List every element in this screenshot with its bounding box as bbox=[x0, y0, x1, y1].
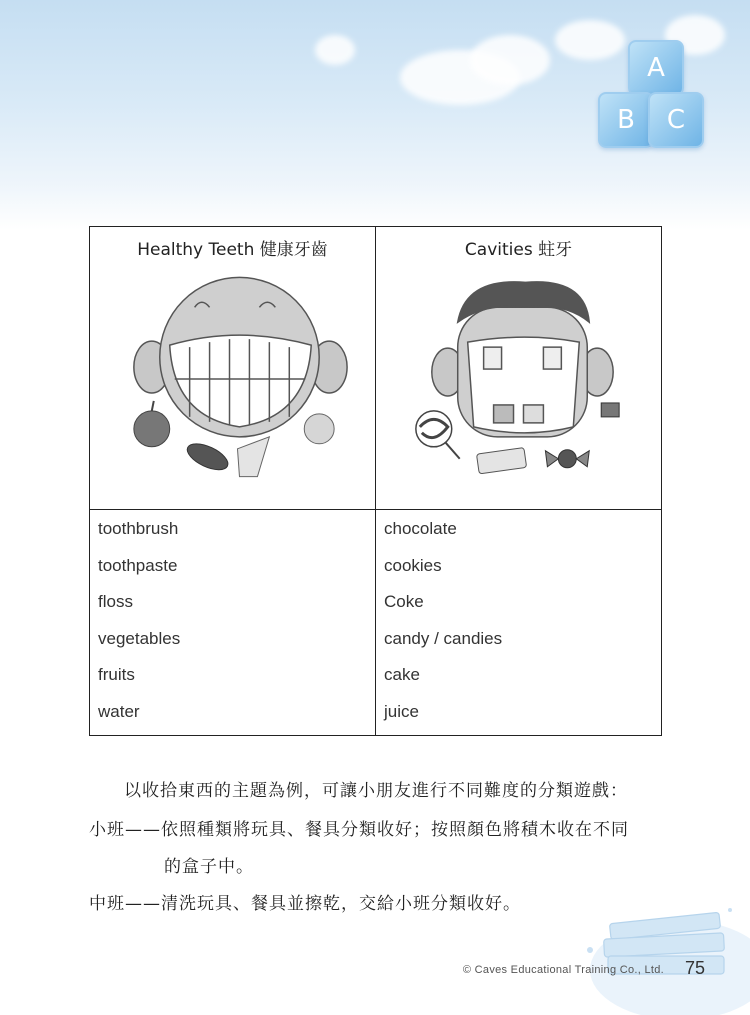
list-item: toothbrush bbox=[98, 519, 179, 538]
cavities-header-cell bbox=[376, 227, 662, 510]
cookie-icon bbox=[476, 448, 526, 474]
list-item: cookies bbox=[384, 555, 442, 575]
block-a: A bbox=[628, 40, 684, 96]
lollipop-icon bbox=[416, 411, 460, 459]
chocolate-icon bbox=[601, 403, 619, 417]
list-item: candy / candies bbox=[384, 628, 503, 648]
body-paragraph-line: 中班——清洗玩具、餐具並擦乾，交給小班分類收好。 bbox=[89, 894, 521, 914]
list-item: water bbox=[98, 701, 140, 721]
list-item: Coke bbox=[384, 592, 424, 611]
block-b: B bbox=[598, 92, 654, 148]
body-paragraph-line: 以收拾東西的主題為例，可讓小朋友進行不同難度的分類遊戲： bbox=[124, 781, 628, 801]
abc-blocks-illustration bbox=[590, 30, 720, 150]
list-item: fruits bbox=[98, 665, 135, 684]
healthy-teeth-header-cell bbox=[90, 227, 376, 510]
cavities-illustration bbox=[376, 267, 661, 507]
books-illustration bbox=[560, 880, 750, 1015]
list-item: toothpaste bbox=[98, 555, 178, 575]
list-item: juice bbox=[384, 701, 419, 721]
cavities-items-cell bbox=[376, 510, 662, 736]
body-paragraph-line: 的盒子中。 bbox=[164, 857, 254, 877]
teeth-comparison-table bbox=[89, 226, 662, 736]
healthy-teeth-title: Healthy Teeth 健康牙齒 bbox=[137, 240, 328, 260]
apple-icon bbox=[134, 401, 170, 447]
eggplant-icon bbox=[184, 438, 232, 475]
body-paragraph-line: 小班——依照種類將玩具、餐具分類收好；按照顏色將積木收在不同 bbox=[89, 820, 629, 840]
block-c: C bbox=[648, 92, 704, 148]
copyright-notice: © Caves Educational Training Co., Ltd. bbox=[462, 964, 664, 976]
candy-icon bbox=[545, 450, 589, 468]
list-item: floss bbox=[98, 592, 133, 611]
list-item: cake bbox=[384, 665, 420, 684]
bamboo-shoot-icon bbox=[237, 437, 269, 477]
list-item: vegetables bbox=[98, 628, 181, 648]
healthy-teeth-illustration bbox=[90, 267, 375, 507]
fruit-icon bbox=[304, 414, 334, 444]
cavities-title: Cavities 蛀牙 bbox=[464, 240, 573, 260]
cloud-decoration bbox=[315, 35, 355, 65]
page-number: 75 bbox=[685, 958, 706, 978]
cloud-decoration bbox=[470, 35, 550, 85]
list-item: chocolate bbox=[384, 519, 457, 538]
healthy-items-cell bbox=[90, 510, 376, 736]
